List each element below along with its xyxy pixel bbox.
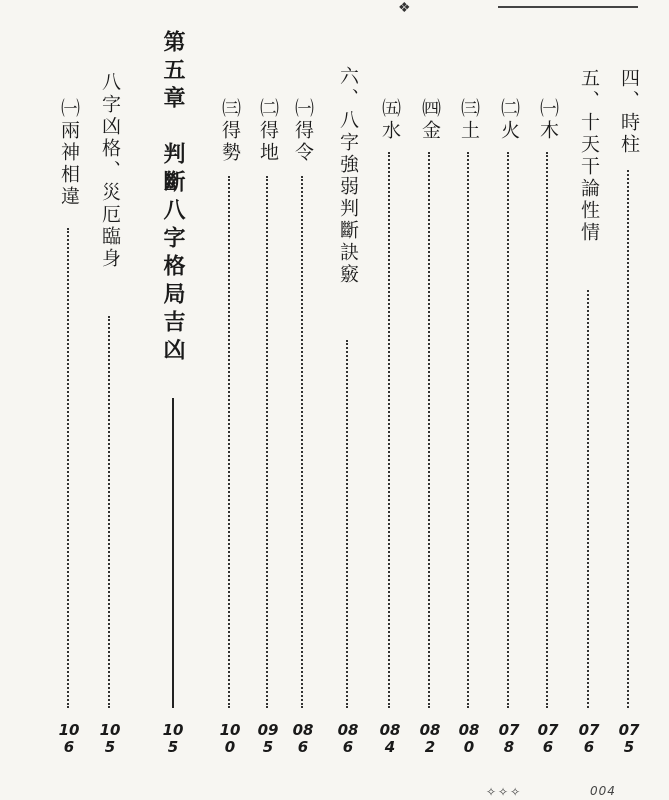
toc-entry-title: ㈠得令: [292, 98, 314, 164]
toc-leader: [228, 176, 230, 708]
toc-entry-xiongge: [92, 0, 128, 800]
header-ornament: ❖: [398, 0, 411, 16]
toc-leader: [587, 290, 589, 708]
toc-entry-title: ㈤水: [379, 98, 401, 142]
toc-page-number: 076: [537, 721, 559, 756]
toc-leader: [388, 152, 390, 708]
toc-leader: [627, 170, 629, 708]
toc-entry-title: ㈢得勢: [219, 98, 241, 164]
toc-leader: [546, 152, 548, 708]
toc-page-number: 076: [578, 721, 600, 756]
chapter-rule: [172, 398, 174, 708]
footer-ornament: ✧✧✧: [486, 785, 523, 799]
toc-entry-tiangan: [571, 0, 607, 800]
toc-entry-title: ㈣金: [419, 98, 441, 142]
toc-entry-title: ㈠兩神相違: [58, 98, 80, 208]
toc-leader: [428, 152, 430, 708]
toc-entry-qiangruo: [330, 0, 366, 800]
toc-entry-title: ㈡火: [498, 98, 520, 142]
toc-entry-title: ㈢土: [458, 98, 480, 142]
toc-page-number: 105: [162, 721, 184, 756]
toc-leader: [108, 316, 110, 708]
toc-leader: [467, 152, 469, 708]
toc-entry-shui: [372, 0, 408, 800]
toc-entry-huo: [491, 0, 527, 800]
toc-page-number: 086: [337, 721, 359, 756]
toc-page-number: 075: [618, 721, 640, 756]
toc-page-number: 078: [498, 721, 520, 756]
toc-page-number: 080: [458, 721, 480, 756]
toc-entry-mu: [530, 0, 566, 800]
toc-entry-deling: [285, 0, 321, 800]
toc-entry-title: ㈡得地: [257, 98, 279, 164]
toc-page-number: 084: [379, 721, 401, 756]
chapter-heading-5: [155, 0, 191, 800]
toc-entry-shizhu: [611, 0, 647, 800]
toc-page-number: 082: [419, 721, 441, 756]
toc-page-number: 086: [292, 721, 314, 756]
toc-leader: [507, 152, 509, 708]
toc-leader: [301, 176, 303, 708]
toc-entry-title: 五、十天干論性情: [578, 68, 600, 244]
toc-entry-title: 六、八字強弱判斷訣竅: [337, 66, 359, 286]
toc-entry-title: ㈠木: [537, 98, 559, 142]
toc-page-number: 100: [219, 721, 241, 756]
toc-leader: [346, 340, 348, 708]
toc-entry-jin: [412, 0, 448, 800]
toc-page-number: 095: [257, 721, 279, 756]
toc-entry-liangshen: [51, 0, 87, 800]
toc-entry-dedi: [250, 0, 286, 800]
toc-entry-deshi: [212, 0, 248, 800]
chapter-title: 第五章 判斷八字格局吉凶: [160, 30, 186, 366]
toc-entry-title: 四、時柱: [618, 68, 640, 156]
toc-page-number: 106: [58, 721, 80, 756]
toc-entry-tu: [451, 0, 487, 800]
page-folio: 004: [590, 784, 616, 798]
toc-entry-title: 八字凶格、災厄臨身: [99, 72, 121, 270]
toc-leader: [67, 228, 69, 708]
toc-leader: [266, 176, 268, 708]
toc-page-number: 105: [99, 721, 121, 756]
